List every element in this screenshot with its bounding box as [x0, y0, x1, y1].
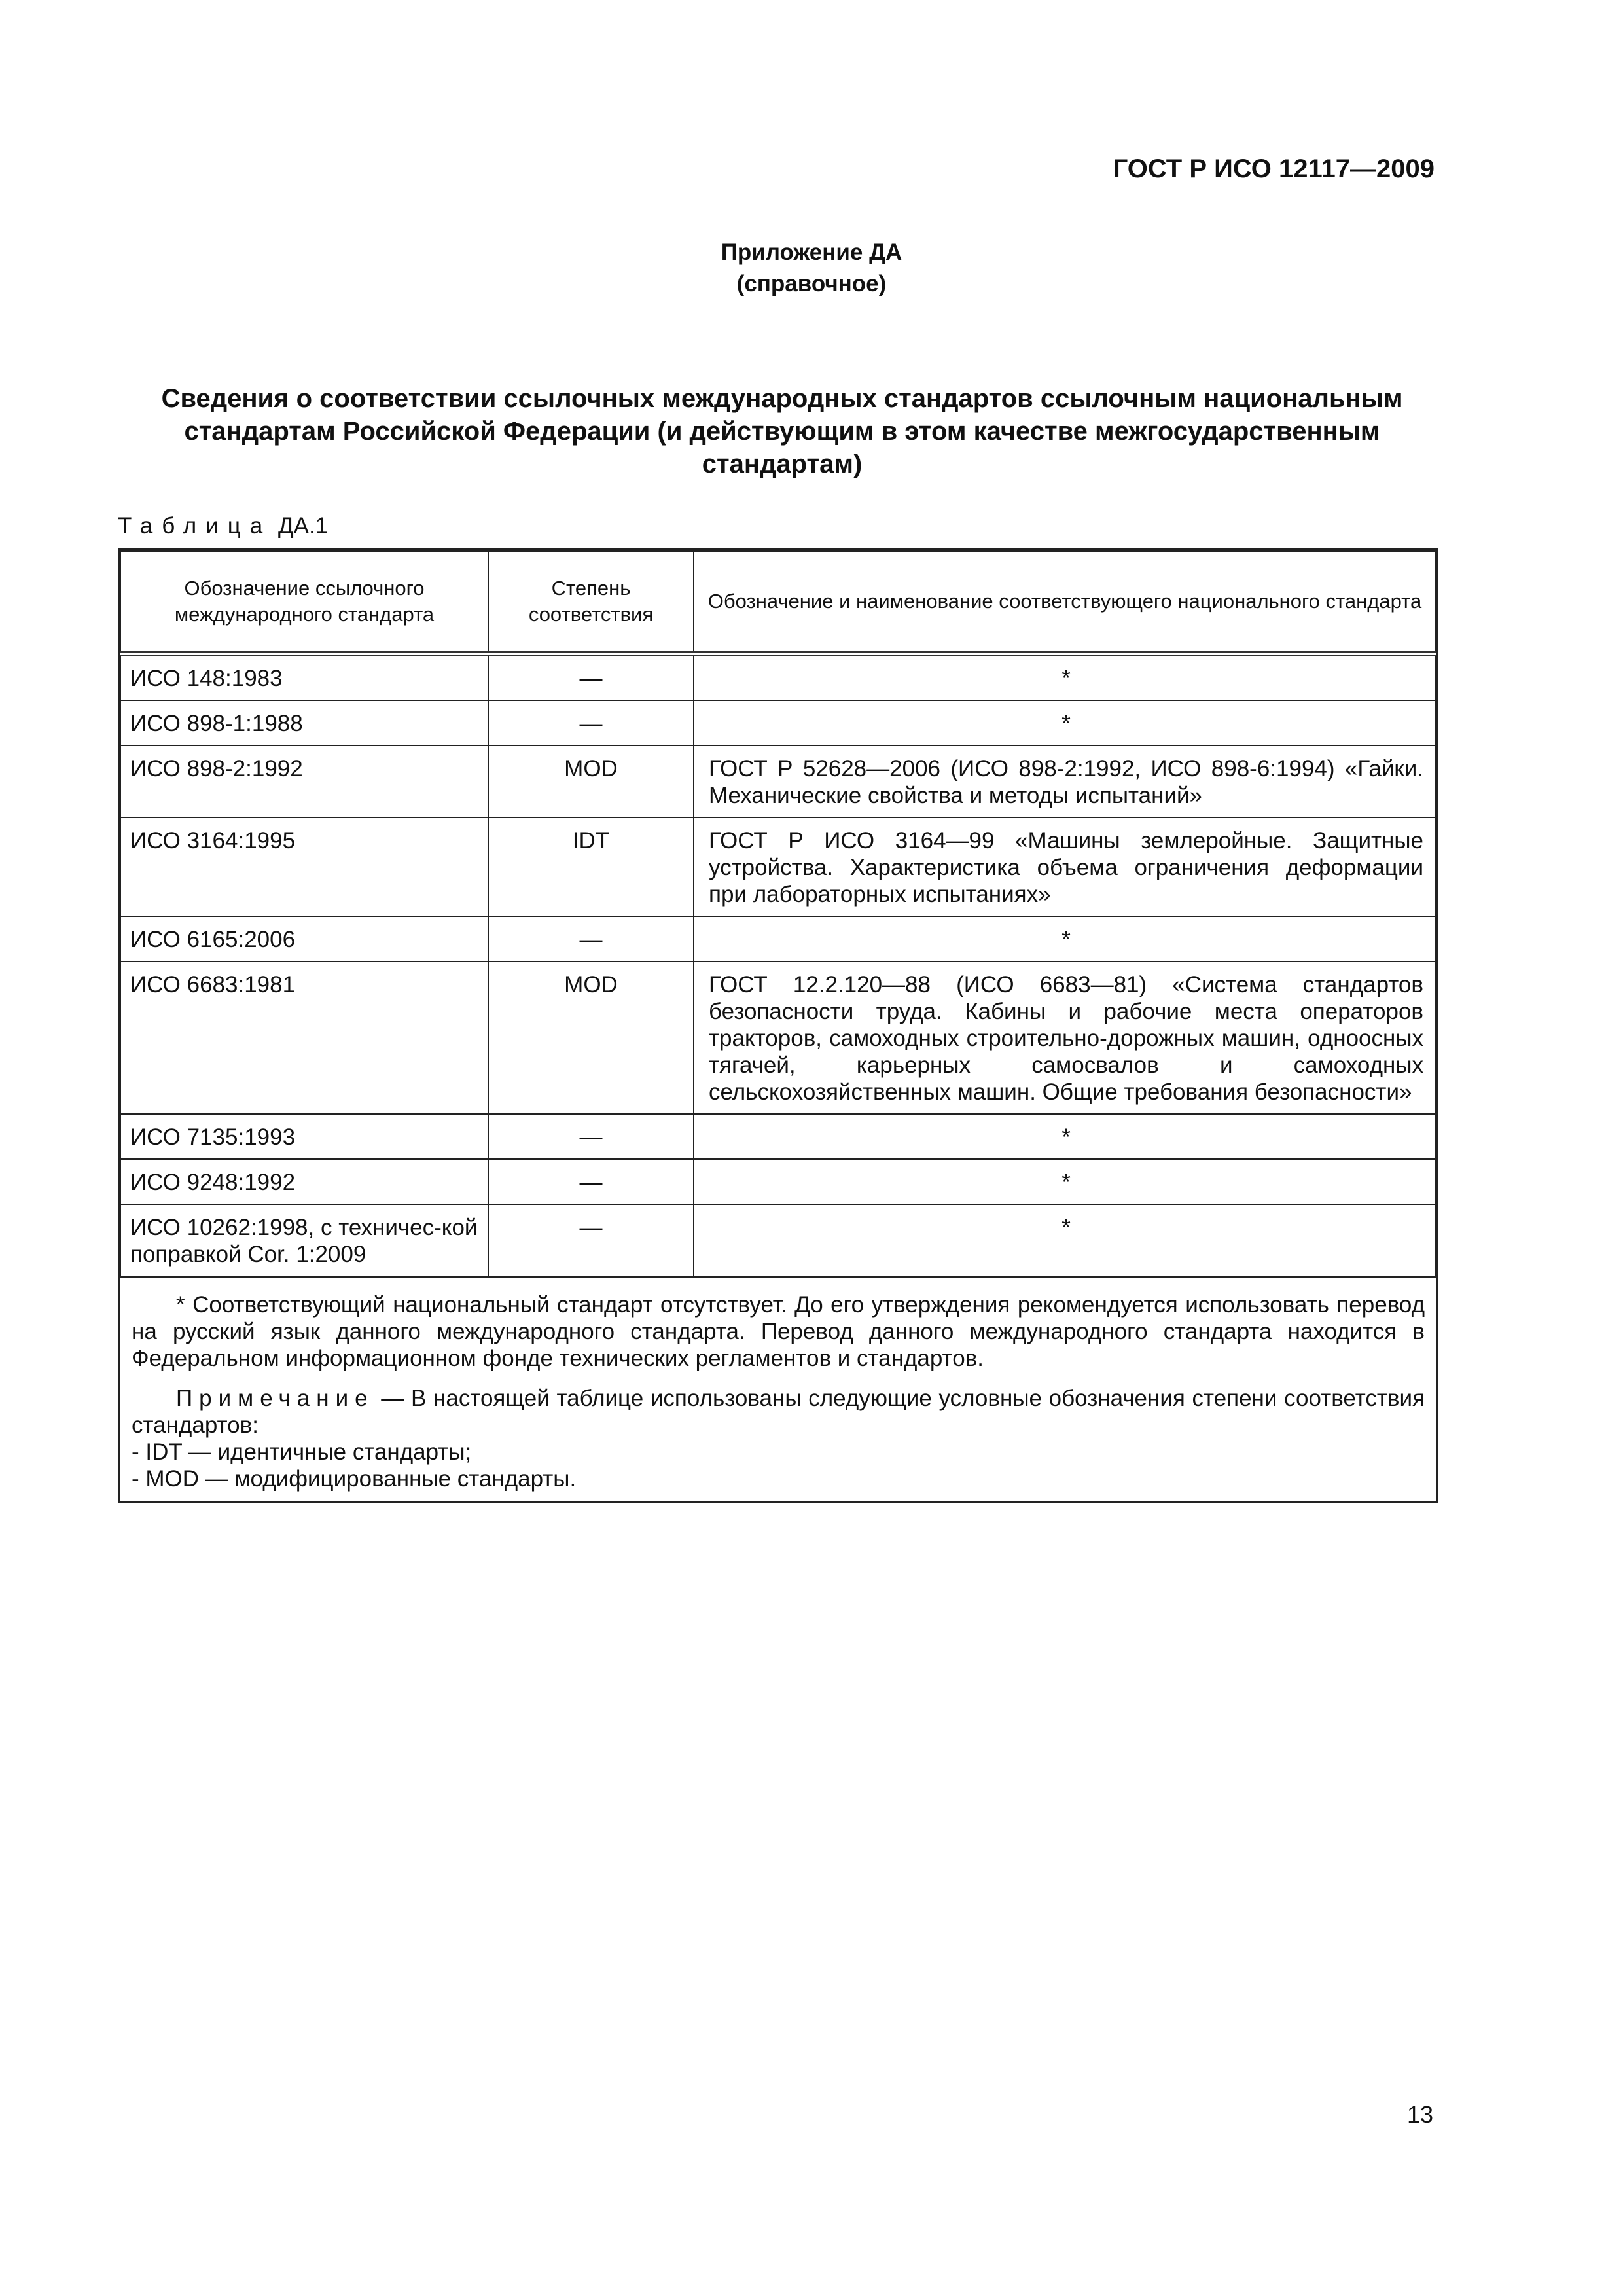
table-row	[120, 817, 1436, 916]
column-header-degree: Степень соответствия	[488, 551, 694, 654]
cell-degree: —	[488, 654, 694, 701]
correspondence-table	[118, 548, 1438, 1503]
cell-national: ГОСТ Р ИСО 3164—99 «Машины землеройные. Защитные устройства. Характеристика объема ограничения деформации при лабораторных испытаниях»	[694, 817, 1436, 916]
cell-intl: ИСО 9248:1992	[120, 1159, 488, 1204]
cell-intl: ИСО 6683:1981	[120, 961, 488, 1114]
table-header-row	[120, 551, 1436, 654]
cell-intl: ИСО 898-1:1988	[120, 700, 488, 745]
cell-degree: —	[488, 700, 694, 745]
table-notes	[120, 1277, 1436, 1501]
cell-national: *	[694, 1204, 1436, 1276]
cell-national: ГОСТ Р 52628—2006 (ИСО 898-2:1992, ИСО 898-6:1994) «Гайки. Механические свойства и методы испытаний»	[694, 745, 1436, 817]
section-heading: Сведения о соответствии ссылочных международных стандартов ссылочным национальным стандартам Российской Федерации (и действующим в этом качестве межгосударственным стандартам)	[161, 384, 1403, 478]
table-label-number: ДА.1	[277, 513, 329, 539]
column-header-intl: Обозначение ссылочного международного стандарта	[120, 551, 488, 654]
table-row	[120, 916, 1436, 961]
footnote-text: * Соответствующий национальный стандарт отсутствует. До его утверждения рекомендуется использовать перевод на русский язык данного международного стандарта. Перевод данного международного стандарта находится в Федеральном информационном фонде технических регламентов и стандартов.	[132, 1292, 1425, 1371]
cell-national: *	[694, 654, 1436, 701]
cell-degree: —	[488, 1114, 694, 1159]
note-list-item: - MOD — модифицированные стандарты.	[132, 1466, 577, 1492]
cell-national: *	[694, 700, 1436, 745]
cell-degree: —	[488, 1159, 694, 1204]
note-paragraph	[132, 1385, 1425, 1439]
appendix-subtitle: (справочное)	[736, 271, 887, 296]
cell-intl: ИСО 148:1983	[120, 654, 488, 701]
cell-degree: IDT	[488, 817, 694, 916]
column-header-national: Обозначение и наименование соответствующего национального стандарта	[694, 551, 1436, 654]
appendix-title: Приложение ДА	[721, 240, 902, 265]
page-number: 13	[1406, 2101, 1433, 2128]
cell-intl: ИСО 3164:1995	[120, 817, 488, 916]
note-text: — В настоящей таблице использованы следующие условные обозначения степени соответствия стандартов:	[132, 1386, 1425, 1438]
table-label	[118, 513, 328, 539]
cell-national: ГОСТ 12.2.120—88 (ИСО 6683—81) «Система стандартов безопасности труда. Кабины и рабочие места операторов тракторов, самоходных строительно-дорожных машин, одноосных тягачей, карьерных самосвалов и самоходных сельскохозяйственных машин. Общие требования безопасности»	[694, 961, 1436, 1114]
cell-degree: —	[488, 916, 694, 961]
table-row	[120, 1159, 1436, 1204]
table-row	[120, 961, 1436, 1114]
cell-intl: ИСО 10262:1998, с техничес-кой поправкой Cor. 1:2009	[120, 1204, 488, 1276]
table-grid	[120, 550, 1436, 1277]
cell-intl: ИСО 6165:2006	[120, 916, 488, 961]
cell-national: *	[694, 916, 1436, 961]
cell-national: *	[694, 1114, 1436, 1159]
table-row	[120, 700, 1436, 745]
table-row	[120, 1204, 1436, 1276]
table-row	[120, 745, 1436, 817]
note-label: Примечание	[176, 1386, 374, 1411]
document-code: ГОСТ Р ИСО 12117—2009	[1113, 154, 1435, 183]
table-label-word: Таблица	[118, 513, 272, 539]
cell-national: *	[694, 1159, 1436, 1204]
table-row	[120, 1114, 1436, 1159]
cell-degree: MOD	[488, 961, 694, 1114]
cell-degree: —	[488, 1204, 694, 1276]
note-list-item: - IDT — идентичные стандарты;	[132, 1439, 472, 1465]
cell-intl: ИСО 7135:1993	[120, 1114, 488, 1159]
cell-intl: ИСО 898-2:1992	[120, 745, 488, 817]
cell-degree: MOD	[488, 745, 694, 817]
table-row	[120, 654, 1436, 701]
